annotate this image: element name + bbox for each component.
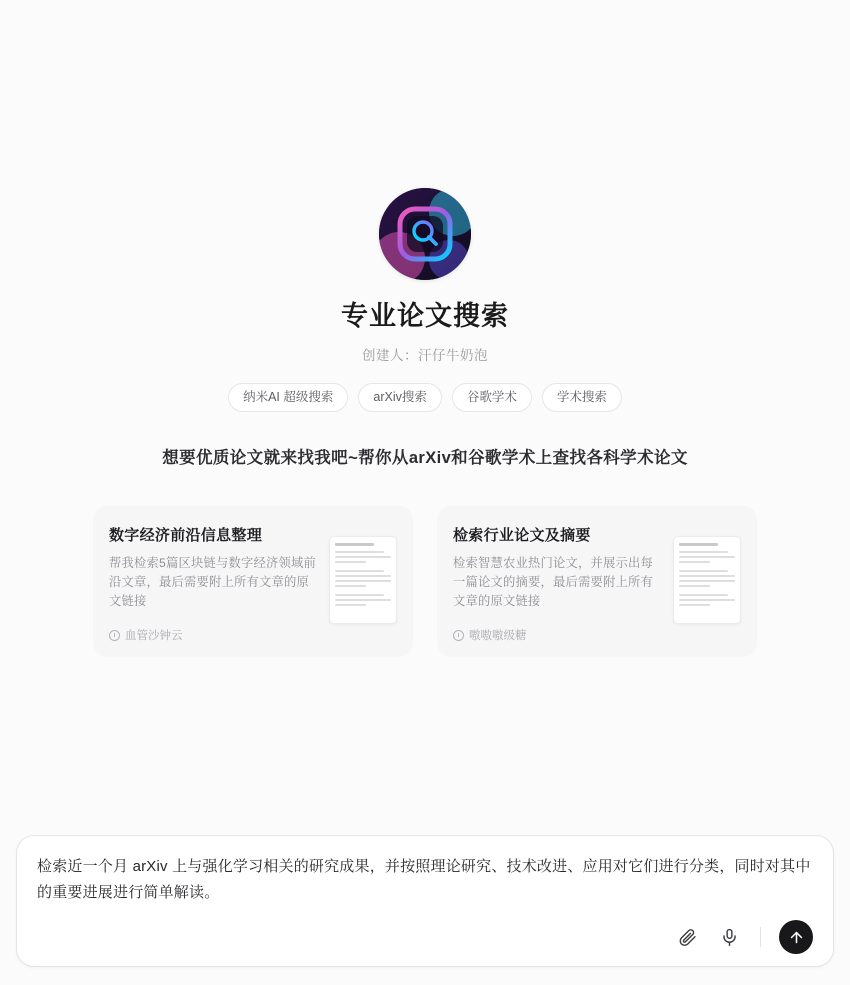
prompt-card-1[interactable]	[437, 506, 757, 657]
prompt-card-0[interactable]	[93, 506, 413, 657]
clock-icon	[109, 630, 120, 641]
prompt-card-footer-label: 嗷嗷嗷级糖	[469, 630, 527, 643]
actions-divider	[760, 927, 761, 947]
prompt-card-title: 数字经济前沿信息整理	[109, 526, 263, 544]
message-input[interactable]: 检索近一个月 arXiv 上与强化学习相关的研究成果，并按照理论研究、技术改进、应用对它们进行分类，同时对其中的重要进展进行简单解读。	[37, 858, 811, 902]
prompt-card-description: 检索智慧农业热门论文，并展示出每一篇论文的摘要，最后需要附上所有文章的原文链接	[453, 555, 653, 608]
clock-icon	[453, 630, 464, 641]
send-button[interactable]	[779, 920, 813, 954]
prompt-card-body	[109, 524, 319, 643]
composer-actions	[37, 920, 813, 954]
tag-chip-2[interactable]: 谷歌学术	[452, 383, 532, 412]
prompt-card-title: 检索行业论文及摘要	[453, 526, 591, 544]
prompt-card-body	[453, 524, 663, 643]
composer[interactable]	[16, 835, 834, 967]
tag-chip-1[interactable]: arXiv搜索	[358, 383, 441, 412]
assistant-avatar	[379, 188, 471, 280]
prompt-card-footer	[109, 627, 319, 643]
document-preview-icon	[329, 536, 397, 624]
prompt-card-footer-label: 血管沙钟云	[125, 630, 183, 643]
creator-label: 创建人：	[362, 348, 418, 364]
page-title: 专业论文搜索	[341, 301, 509, 331]
composer-area	[0, 835, 850, 985]
tagline: 想要优质论文就来找我吧~帮你从arXiv和谷歌学术上查找各科学术论文	[162, 448, 688, 467]
arrow-up-icon	[788, 929, 805, 946]
microphone-icon[interactable]	[716, 924, 742, 950]
prompt-card-footer	[453, 627, 663, 643]
creator-line	[362, 344, 488, 364]
tag-chip-3[interactable]: 学术搜索	[542, 383, 622, 412]
creator-name: 汗仔牛奶泡	[418, 348, 488, 364]
document-preview-icon	[673, 536, 741, 624]
prompt-card-list	[93, 506, 757, 657]
paperclip-icon[interactable]	[674, 924, 700, 950]
tag-chip-0[interactable]: 纳米AI 超级搜索	[228, 383, 348, 412]
prompt-card-description: 帮我检索5篇区块链与数字经济领域前沿文章，最后需要附上所有文章的原文链接	[109, 555, 316, 608]
tag-list	[228, 383, 622, 412]
search-document-logo-icon	[379, 188, 471, 280]
